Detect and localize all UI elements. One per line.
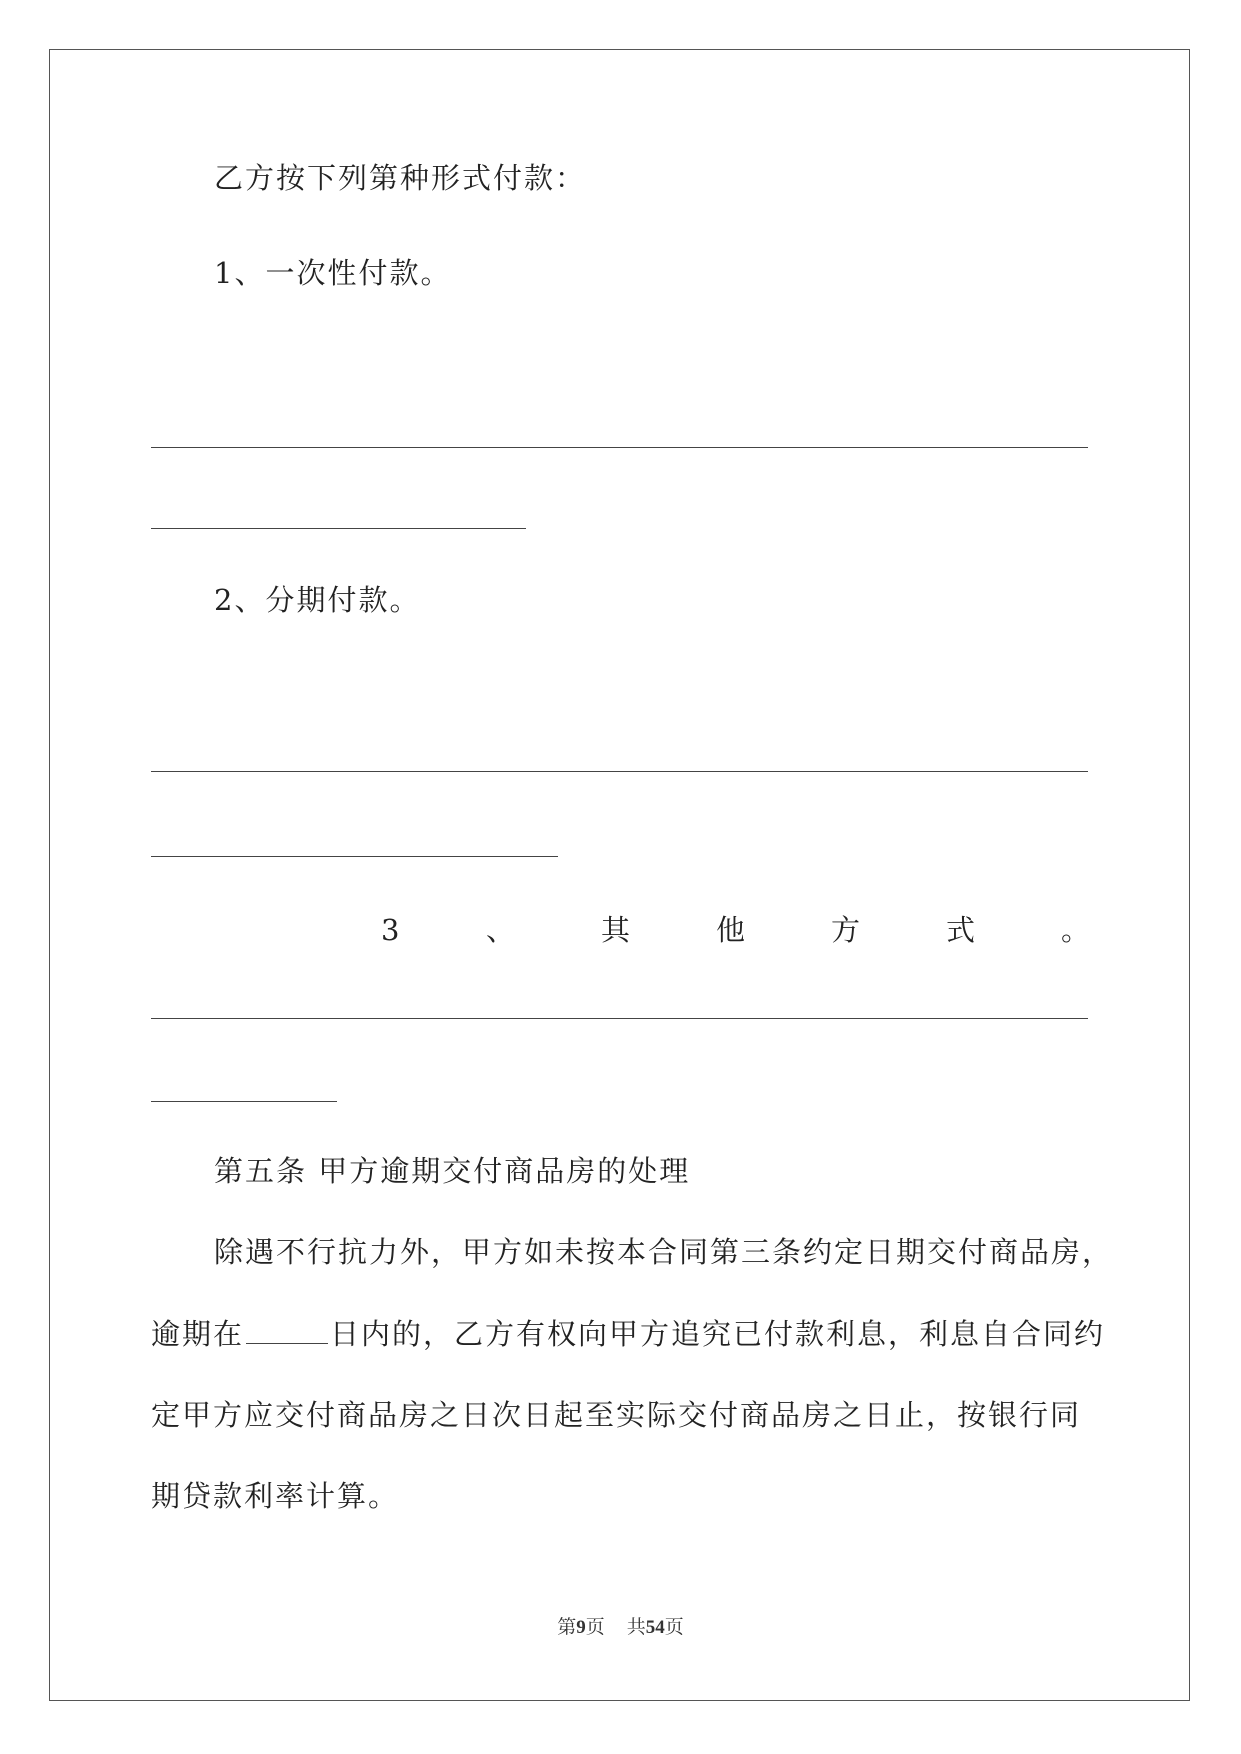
page-border [49,49,1190,1701]
paragraph-line: 除遇不行抗力外，甲方如未按本合同第三条约定日期交付商品房， [214,1235,1114,1269]
footer-page-number: 9 [576,1617,586,1638]
fill-in-line [151,856,558,857]
payment-option-3-char: 。 [1061,913,1091,947]
payment-option-1: 1、一次性付款。 [214,256,452,290]
footer-prefix: 第 [557,1616,577,1638]
fill-in-line [151,1101,337,1102]
payment-option-3-char: 方 [831,913,861,947]
paragraph-line [151,1314,1105,1354]
paragraph-text: 逾期在 [151,1317,245,1351]
fill-in-line [151,771,1088,772]
footer-total-prefix: 共 [626,1616,646,1638]
payment-option-2: 2、分期付款。 [214,583,421,617]
article-5-title: 第五条 甲方逾期交付商品房的处理 [214,1154,691,1188]
page-footer [0,1614,1241,1641]
paragraph-line: 定甲方应交付商品房之日次日起至实际交付商品房之日止，按银行同 [151,1398,1082,1432]
fill-in-line [151,1018,1088,1019]
payment-option-3-char: 他 [716,913,746,947]
footer-total-pages: 54 [645,1617,665,1638]
footer-total-suffix: 页 [664,1616,684,1638]
payment-option-3-char: 式 [946,913,976,947]
fill-in-line [151,447,1088,448]
payment-option-3-char: 其 [601,913,631,947]
payment-intro: 乙方按下列第种形式付款： [214,161,587,195]
blank-days-field [246,1315,328,1344]
fill-in-line [151,528,526,529]
payment-option-3-char: 3 [381,913,400,947]
paragraph-line: 期贷款利率计算。 [151,1479,400,1513]
footer-page-suffix: 页 [585,1616,605,1638]
paragraph-text: 日内的，乙方有权向甲方追究已付款利息，利息自合同约 [330,1317,1106,1351]
payment-option-3-char: 、 [486,913,516,947]
